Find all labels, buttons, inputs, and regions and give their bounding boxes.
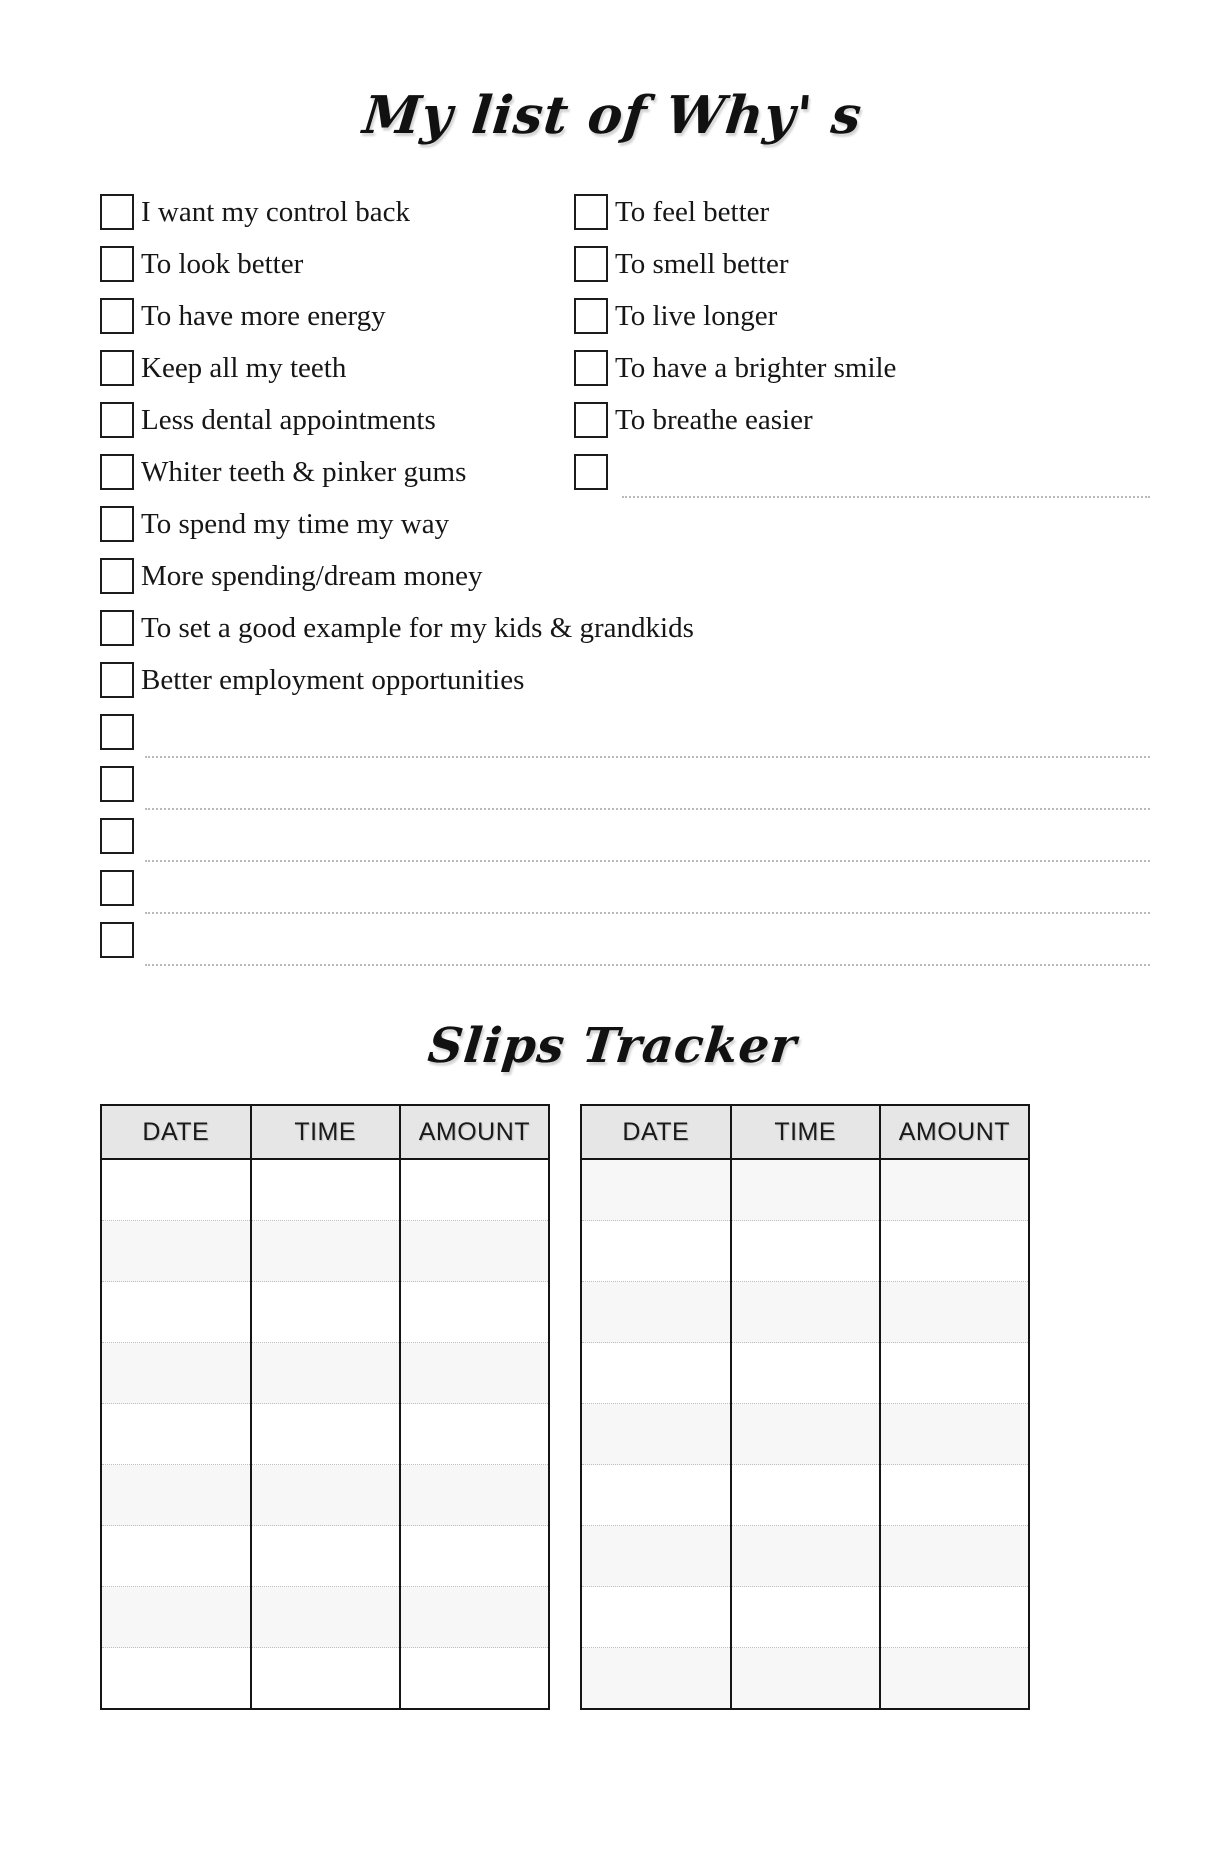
checklist-item-left[interactable] [100, 400, 436, 439]
checkbox-icon[interactable] [100, 818, 134, 854]
table-cell-date[interactable] [101, 1526, 251, 1587]
checklist-row [100, 504, 1140, 556]
table-cell-date[interactable] [581, 1465, 731, 1526]
table-header-row [101, 1105, 549, 1159]
table-cell-time[interactable] [251, 1159, 400, 1221]
checklist-item-label: To live longer [615, 300, 778, 332]
table-cell-time[interactable] [251, 1404, 400, 1465]
checklist-item-left[interactable] [100, 192, 410, 231]
checklist-row [100, 452, 1140, 504]
checkbox-icon[interactable] [574, 246, 608, 282]
checkbox-icon[interactable] [574, 454, 608, 490]
table-cell-date[interactable] [101, 1465, 251, 1526]
table-cell-time[interactable] [731, 1587, 880, 1648]
table-row[interactable] [581, 1526, 1029, 1587]
table-cell-amount[interactable] [400, 1648, 549, 1710]
checklist-item-left[interactable] [100, 816, 141, 854]
checklist-item-label: Keep all my teeth [141, 352, 347, 384]
table-row[interactable] [581, 1465, 1029, 1526]
table-cell-date[interactable] [581, 1343, 731, 1404]
checklist-item-label: To spend my time my way [141, 508, 450, 540]
checklist-item-right[interactable] [574, 192, 769, 231]
checklist-row [100, 712, 1140, 764]
table-cell-time[interactable] [731, 1159, 880, 1221]
table-cell-amount[interactable] [400, 1465, 549, 1526]
table-row[interactable] [581, 1587, 1029, 1648]
table-row[interactable] [101, 1282, 549, 1343]
checklist-row [100, 868, 1140, 920]
checkbox-icon[interactable] [100, 298, 134, 334]
checkbox-icon[interactable] [100, 350, 134, 386]
checkbox-icon[interactable] [100, 766, 134, 802]
checklist-item-label: Better employment opportunities [141, 664, 525, 696]
checklist-item-left[interactable] [100, 452, 466, 491]
column-header-amount: AMOUNT [400, 1105, 549, 1159]
table-row[interactable] [101, 1526, 549, 1587]
checklist-item-label: To feel better [615, 196, 770, 228]
table-cell-amount[interactable] [400, 1526, 549, 1587]
checkbox-icon[interactable] [574, 194, 608, 230]
write-in-line[interactable] [145, 964, 1150, 966]
checkbox-icon[interactable] [100, 558, 134, 594]
write-in-line[interactable] [622, 496, 1150, 498]
table-cell-time[interactable] [731, 1282, 880, 1343]
checklist-row [100, 400, 1140, 452]
checklist-item-label: More spending/dream money [141, 560, 483, 592]
table-cell-amount[interactable] [880, 1404, 1029, 1465]
checklist-item-label: To smell better [615, 248, 789, 280]
table-row[interactable] [581, 1343, 1029, 1404]
table-row[interactable] [581, 1221, 1029, 1282]
table-cell-date[interactable] [101, 1159, 251, 1221]
section-title-slips-tracker: Slips Tracker [425, 1018, 800, 1074]
table-row[interactable] [101, 1648, 549, 1710]
checklist-item-left[interactable] [100, 764, 141, 802]
table-row[interactable] [101, 1587, 549, 1648]
table-cell-date[interactable] [101, 1587, 251, 1648]
table-cell-time[interactable] [251, 1526, 400, 1587]
table-cell-time[interactable] [731, 1221, 880, 1282]
checkbox-icon[interactable] [100, 662, 134, 698]
checkbox-icon[interactable] [100, 922, 134, 958]
column-header-date: DATE [101, 1105, 251, 1159]
table-cell-date[interactable] [581, 1404, 731, 1465]
checklist-item-right[interactable] [574, 452, 615, 490]
checklist-row [100, 920, 1140, 972]
table-cell-amount[interactable] [880, 1343, 1029, 1404]
table-row[interactable] [581, 1648, 1029, 1710]
checklist-item-label: To breathe easier [615, 404, 813, 436]
checklist-row [100, 348, 1140, 400]
table-cell-amount[interactable] [400, 1343, 549, 1404]
table-cell-amount[interactable] [880, 1282, 1029, 1343]
table-row[interactable] [581, 1404, 1029, 1465]
column-header-time: TIME [731, 1105, 880, 1159]
table-cell-time[interactable] [251, 1587, 400, 1648]
checklist-item-left[interactable] [100, 348, 346, 387]
checklist-item-label: To set a good example for my kids & grandkids [141, 612, 694, 644]
table-row[interactable] [581, 1159, 1029, 1221]
checklist-item-right[interactable] [574, 400, 813, 439]
slips-tracker-table-left [100, 1104, 550, 1710]
table-cell-amount[interactable] [880, 1465, 1029, 1526]
checkbox-icon[interactable] [100, 194, 134, 230]
checklist-item-label: To have a brighter smile [615, 352, 897, 384]
table-body [101, 1159, 549, 1709]
table-cell-time[interactable] [731, 1648, 880, 1710]
checklist-item-left[interactable] [100, 920, 141, 958]
checklist-item-label: To have more energy [141, 300, 386, 332]
checklist-item-left[interactable] [100, 556, 482, 595]
checklist-row [100, 556, 1140, 608]
checklist-row [100, 244, 1140, 296]
table-cell-amount[interactable] [880, 1526, 1029, 1587]
checklist-item-left[interactable] [100, 660, 524, 699]
table-row[interactable] [101, 1343, 549, 1404]
checklist-row [100, 296, 1140, 348]
table-cell-date[interactable] [101, 1343, 251, 1404]
table-body [581, 1159, 1029, 1709]
table-cell-date[interactable] [101, 1648, 251, 1710]
table-cell-date[interactable] [581, 1159, 731, 1221]
table-cell-time[interactable] [251, 1465, 400, 1526]
checklist-item-left[interactable] [100, 244, 303, 283]
table-row[interactable] [101, 1221, 549, 1282]
checklist-item-label: Whiter teeth & pinker gums [141, 456, 467, 488]
table-row[interactable] [101, 1404, 549, 1465]
table-cell-date[interactable] [101, 1221, 251, 1282]
checklist-item-right[interactable] [574, 296, 777, 335]
slips-tracker-table-right [580, 1104, 1030, 1710]
write-in-line[interactable] [145, 756, 1150, 758]
checkbox-icon[interactable] [100, 402, 134, 438]
write-in-line[interactable] [145, 860, 1150, 862]
checklist-row [100, 192, 1140, 244]
checkbox-icon[interactable] [100, 506, 134, 542]
table-cell-time[interactable] [251, 1282, 400, 1343]
table-cell-time[interactable] [251, 1221, 400, 1282]
table-cell-amount[interactable] [400, 1221, 549, 1282]
checkbox-icon[interactable] [100, 870, 134, 906]
checklist-item-left[interactable] [100, 868, 141, 906]
checkbox-icon[interactable] [100, 714, 134, 750]
checklist-item-label: Less dental appointments [141, 404, 436, 436]
table-cell-amount[interactable] [880, 1648, 1029, 1710]
checklist-row [100, 608, 1140, 660]
table-cell-date[interactable] [581, 1648, 731, 1710]
table-cell-amount[interactable] [400, 1159, 549, 1221]
checkbox-icon[interactable] [100, 454, 134, 490]
table-cell-time[interactable] [251, 1343, 400, 1404]
table-header-row [581, 1105, 1029, 1159]
column-header-time: TIME [251, 1105, 400, 1159]
write-in-line[interactable] [145, 912, 1150, 914]
table-row[interactable] [101, 1159, 549, 1221]
checklist-item-right[interactable] [574, 244, 789, 283]
table-cell-date[interactable] [101, 1404, 251, 1465]
table-cell-amount[interactable] [400, 1282, 549, 1343]
checklist-item-left[interactable] [100, 608, 694, 647]
checklist-item-label: To look better [141, 248, 304, 280]
table-cell-date[interactable] [581, 1221, 731, 1282]
column-header-date: DATE [581, 1105, 731, 1159]
checklist-item-left[interactable] [100, 712, 141, 750]
checkbox-icon[interactable] [100, 610, 134, 646]
table-row[interactable] [581, 1282, 1029, 1343]
why-checklist [100, 192, 1140, 972]
column-header-amount: AMOUNT [880, 1105, 1029, 1159]
checklist-row [100, 816, 1140, 868]
table-cell-date[interactable] [581, 1526, 731, 1587]
table-cell-date[interactable] [581, 1587, 731, 1648]
write-in-line[interactable] [145, 808, 1150, 810]
table-cell-time[interactable] [731, 1526, 880, 1587]
table-cell-time[interactable] [731, 1404, 880, 1465]
checklist-item-left[interactable] [100, 504, 449, 543]
checkbox-icon[interactable] [100, 246, 134, 282]
checkbox-icon[interactable] [574, 350, 608, 386]
table-row[interactable] [101, 1465, 549, 1526]
page-title-why-list: My list of Why' s [360, 85, 866, 146]
table-cell-time[interactable] [251, 1648, 400, 1710]
checkbox-icon[interactable] [574, 298, 608, 334]
checklist-row [100, 660, 1140, 712]
table-cell-amount[interactable] [880, 1587, 1029, 1648]
checklist-item-right[interactable] [574, 348, 896, 387]
table-cell-date[interactable] [101, 1282, 251, 1343]
table-cell-amount[interactable] [880, 1159, 1029, 1221]
table-cell-time[interactable] [731, 1343, 880, 1404]
table-cell-amount[interactable] [400, 1587, 549, 1648]
checklist-row [100, 764, 1140, 816]
table-cell-date[interactable] [581, 1282, 731, 1343]
table-cell-time[interactable] [731, 1465, 880, 1526]
table-cell-amount[interactable] [880, 1221, 1029, 1282]
checklist-item-left[interactable] [100, 296, 386, 335]
checklist-item-label: I want my control back [141, 196, 410, 228]
table-cell-amount[interactable] [400, 1404, 549, 1465]
checkbox-icon[interactable] [574, 402, 608, 438]
